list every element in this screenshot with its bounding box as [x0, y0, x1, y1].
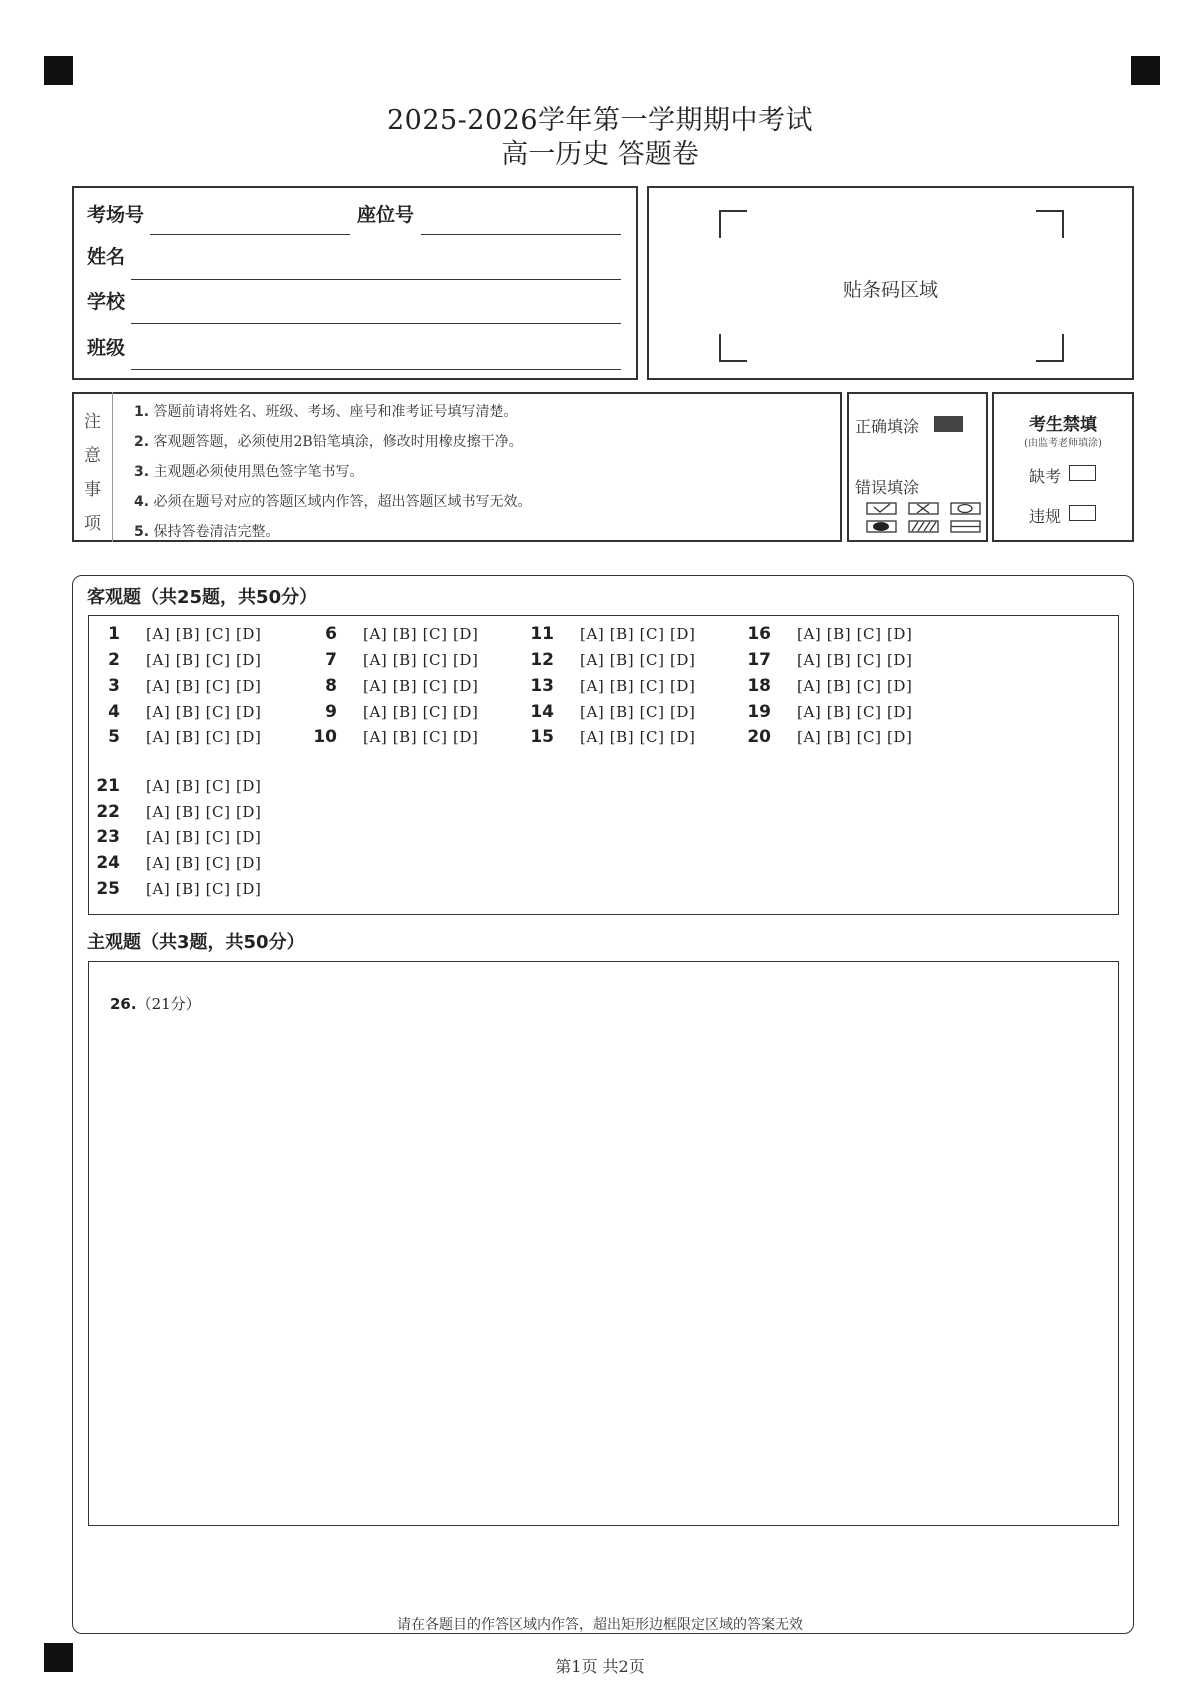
notice-item: 1. 答题前请将姓名、班级、考场、座号和准考证号填写清楚。 — [134, 404, 518, 420]
answer-bubbles[interactable]: [A] [B] [C] [D] — [797, 703, 913, 721]
answer-bubbles[interactable]: [A] [B] [C] [D] — [146, 828, 262, 846]
answer-bubbles[interactable]: [A] [B] [C] [D] — [146, 651, 262, 669]
answer-bubbles[interactable]: [A] [B] [C] [D] — [580, 677, 696, 695]
question-number: 25 — [96, 879, 120, 899]
paper-title: 高一历史 答题卷 — [501, 139, 699, 170]
answer-bubbles[interactable]: [A] [B] [C] [D] — [363, 625, 479, 643]
barcode-corner-tr — [1036, 210, 1064, 238]
answer-bubbles[interactable]: [A] [B] [C] [D] — [580, 651, 696, 669]
seat-field[interactable] — [421, 234, 621, 235]
question-number: 3 — [108, 676, 120, 696]
school-label: 学校 — [87, 291, 126, 313]
answer-bubbles[interactable]: [A] [B] [C] [D] — [363, 703, 479, 721]
answer-bubbles[interactable]: [A] [B] [C] [D] — [146, 677, 262, 695]
question-number: 23 — [96, 827, 120, 847]
answer-bubbles[interactable]: [A] [B] [C] [D] — [146, 777, 262, 795]
question-number: 19 — [747, 702, 771, 722]
question-number: 8 — [325, 676, 337, 696]
objective-section-title: 客观题（共25题，共50分） — [87, 587, 318, 608]
answer-bubbles[interactable]: [A] [B] [C] [D] — [363, 651, 479, 669]
registration-mark-top-left — [44, 56, 73, 85]
question-number: 7 — [325, 650, 337, 670]
exam-room-label: 考场号 — [87, 204, 145, 226]
question-number: 18 — [747, 676, 771, 696]
violation-checkbox[interactable] — [1069, 505, 1096, 521]
answer-bubbles[interactable]: [A] [B] [C] [D] — [146, 703, 262, 721]
correct-fill-sample — [934, 416, 963, 432]
subjective-section-title: 主观题（共3题，共50分） — [87, 932, 305, 953]
barcode-corner-bl — [719, 334, 747, 362]
question-number: 15 — [530, 727, 554, 747]
question-number: 13 — [530, 676, 554, 696]
barcode-label: 贴条码区域 — [842, 279, 938, 301]
answer-bubbles[interactable]: [A] [B] [C] [D] — [797, 625, 913, 643]
answer-bubbles[interactable]: [A] [B] [C] [D] — [797, 728, 913, 746]
barcode-corner-tl — [719, 210, 747, 238]
question-number: 5 — [108, 727, 120, 747]
question-26-score: （21分） — [136, 995, 201, 1013]
question-number: 10 — [313, 727, 337, 747]
notice-item: 3. 主观题必须使用黑色签字笔书写。 — [134, 464, 364, 480]
question-number: 12 — [530, 650, 554, 670]
registration-mark-top-right — [1131, 56, 1160, 85]
name-field[interactable] — [131, 279, 621, 280]
answer-bubbles[interactable]: [A] [B] [C] [D] — [146, 880, 262, 898]
answer-bubbles[interactable]: [A] [B] [C] [D] — [580, 625, 696, 643]
answer-bubbles[interactable]: [A] [B] [C] [D] — [363, 728, 479, 746]
seat-label: 座位号 — [357, 204, 415, 226]
class-label: 班级 — [87, 337, 126, 359]
notice-heading-char: 项 — [84, 514, 101, 534]
class-field[interactable] — [131, 369, 621, 370]
answer-bubbles[interactable]: [A] [B] [C] [D] — [146, 728, 262, 746]
answer-bubbles[interactable]: [A] [B] [C] [D] — [146, 803, 262, 821]
answer-bubbles[interactable]: [A] [B] [C] [D] — [580, 728, 696, 746]
question-number: 4 — [108, 702, 120, 722]
notice-heading-char: 意 — [84, 446, 101, 466]
answer-bubbles[interactable]: [A] [B] [C] [D] — [797, 677, 913, 695]
question-number: 24 — [96, 853, 120, 873]
wrong-fill-samples — [866, 502, 982, 534]
question-number: 11 — [530, 624, 554, 644]
question-number: 22 — [96, 802, 120, 822]
question-number: 14 — [530, 702, 554, 722]
question-26-number: 26. — [110, 995, 137, 1013]
school-field[interactable] — [131, 323, 621, 324]
notice-item: 5. 保持答卷清洁完整。 — [134, 524, 280, 540]
correct-fill-label: 正确填涂 — [855, 417, 920, 436]
answer-bubbles[interactable]: [A] [B] [C] [D] — [797, 651, 913, 669]
question-number: 9 — [325, 702, 337, 722]
question-number: 16 — [747, 624, 771, 644]
question-number: 6 — [325, 624, 337, 644]
answer-bubbles[interactable]: [A] [B] [C] [D] — [363, 677, 479, 695]
notice-heading-char: 注 — [84, 412, 101, 432]
question-number: 21 — [96, 776, 120, 796]
question-number: 1 — [108, 624, 120, 644]
subjective-answer-area[interactable] — [88, 961, 1119, 1526]
exam-title: 2025-2026学年第一学期期中考试 — [386, 105, 814, 136]
barcode-corner-br — [1036, 334, 1064, 362]
notice-heading-char: 事 — [84, 480, 101, 500]
notice-item: 4. 必须在题号对应的答题区域内作答，超出答题区域书写无效。 — [134, 494, 532, 510]
proctor-title: 考生禁填 — [1029, 415, 1097, 435]
violation-label: 违规 — [1029, 507, 1062, 526]
name-label: 姓名 — [87, 246, 126, 268]
student-info-box — [72, 186, 638, 380]
wrong-fill-label: 错误填涂 — [855, 478, 920, 497]
answer-bubbles[interactable]: [A] [B] [C] [D] — [146, 625, 262, 643]
proctor-subtitle: (由监考老师填涂) — [1024, 438, 1102, 449]
exam-room-field[interactable] — [150, 234, 350, 235]
absent-label: 缺考 — [1029, 467, 1062, 486]
answer-bubbles[interactable]: [A] [B] [C] [D] — [580, 703, 696, 721]
answer-bubbles[interactable]: [A] [B] [C] [D] — [146, 854, 262, 872]
question-number: 2 — [108, 650, 120, 670]
absent-checkbox[interactable] — [1069, 465, 1096, 481]
notice-item: 2. 客观题答题，必须使用2B铅笔填涂，修改时用橡皮擦干净。 — [134, 434, 523, 450]
notice-heading-divider — [112, 392, 113, 542]
question-26-heading — [110, 993, 201, 1014]
question-number: 20 — [747, 727, 771, 747]
question-number: 17 — [747, 650, 771, 670]
page-number: 第1页 共2页 — [555, 1657, 645, 1676]
footer-note: 请在各题目的作答区域内作答，超出矩形边框限定区域的答案无效 — [397, 1617, 803, 1633]
